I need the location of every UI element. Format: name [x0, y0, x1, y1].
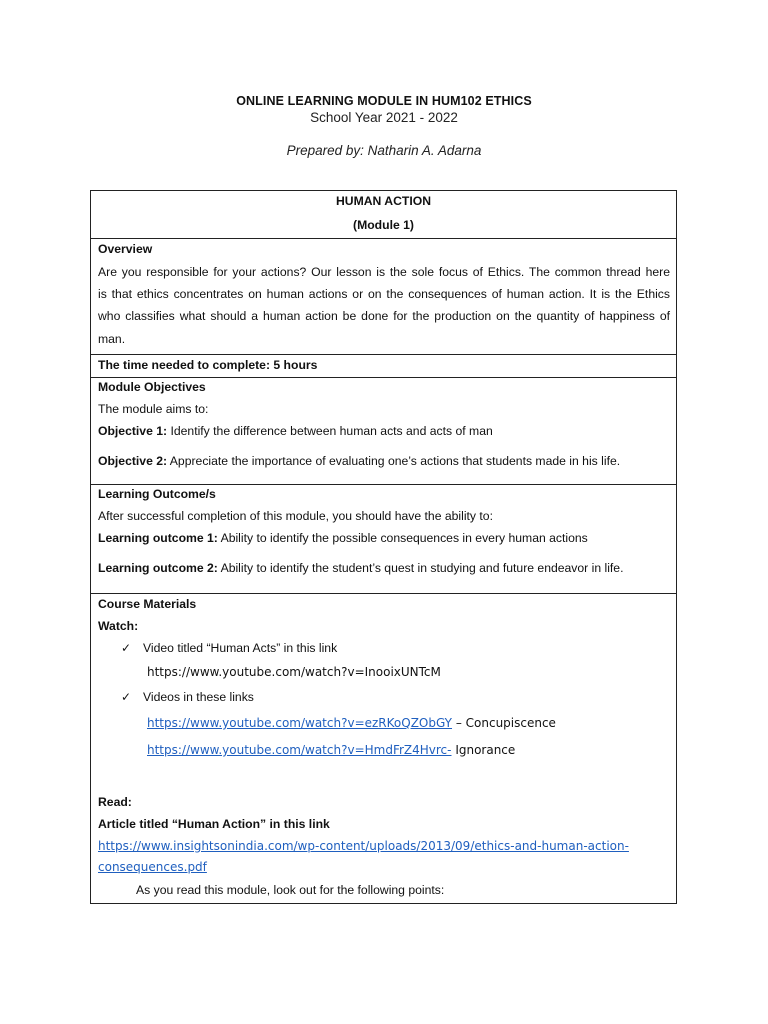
outcomes-cell — [91, 485, 676, 594]
time-needed-cell — [91, 355, 676, 378]
materials-cell — [91, 594, 676, 903]
time-needed: The time needed to complete: 5 hours — [98, 358, 318, 372]
materials-label: Course Materials — [98, 597, 197, 611]
watch-label: Watch: — [98, 619, 139, 633]
read-note: As you read this module, look out for the following points: — [136, 883, 445, 897]
objective-text: Appreciate the importance of evaluating one’s actions that students made in his life. — [167, 454, 621, 468]
outcomes-intro: After successful completion of this module, you should have the ability to: — [98, 509, 493, 523]
objectives-label: Module Objectives — [98, 380, 206, 394]
article-url-line2 — [98, 860, 207, 874]
document-title: ONLINE LEARNING MODULE IN HUM102 ETHICS — [236, 94, 532, 108]
objective-label: Objective 1: — [98, 424, 168, 438]
outcome-item — [98, 561, 623, 575]
checkmark-icon: ✓ — [121, 690, 132, 704]
video-link[interactable]: https://www.youtube.com/watch?v=HmdFrZ4Hvrc- — [147, 743, 452, 757]
video-link-row — [147, 743, 515, 757]
objective-item — [98, 454, 620, 468]
outcome-item — [98, 531, 588, 545]
school-year: School Year 2021 - 2022 — [310, 110, 458, 125]
video1-text: Video titled “Human Acts” in this link — [143, 641, 338, 655]
module-subheading: (Module 1) — [353, 218, 414, 232]
video-link-suffix: Ignorance — [451, 743, 516, 757]
module-table — [90, 190, 677, 904]
article-link[interactable]: consequences.pdf — [98, 860, 207, 874]
overview-cell — [91, 239, 676, 355]
video1-url[interactable]: https://www.youtube.com/watch?v=InooixUNTcM — [147, 665, 441, 679]
outcomes-label: Learning Outcome/s — [98, 487, 216, 501]
overview-line: who classifies what should a human action be done for the production on the quantity of happiness of — [98, 309, 670, 323]
outcome-text: Ability to identify the possible consequences in every human actions — [217, 531, 588, 545]
article-url-line1 — [98, 839, 629, 853]
module-heading: HUMAN ACTION — [335, 194, 431, 208]
overview-line: is that ethics concentrates on human actions or on the consequences of human action. It is the Ethics — [98, 287, 670, 301]
module-heading-cell — [91, 191, 676, 239]
prepared-by: Prepared by: Natharin A. Adarna — [286, 143, 482, 158]
video-link-suffix: – Concupiscence — [452, 716, 556, 730]
video-link-row — [147, 716, 556, 730]
video2-text: Videos in these links — [143, 690, 254, 704]
read-label: Read: — [98, 795, 132, 809]
objective-label: Objective 2: — [98, 454, 168, 468]
objective-item — [98, 424, 493, 438]
outcome-text: Ability to identify the student’s quest in studying and future endeavor in life. — [217, 561, 624, 575]
overview-line: man. — [98, 332, 126, 346]
video-link[interactable]: https://www.youtube.com/watch?v=ezRKoQZObGY — [147, 716, 453, 730]
checkmark-icon: ✓ — [121, 641, 132, 655]
outcome-label: Learning outcome 2: — [98, 561, 218, 575]
overview-label: Overview — [98, 242, 153, 256]
objective-text: Identify the difference between human acts and acts of man — [167, 424, 493, 438]
objectives-cell — [91, 378, 676, 485]
article-label: Article titled “Human Action” in this link — [98, 817, 330, 831]
overview-line: Are you responsible for your actions? Our lesson is the sole focus of Ethics. The common thread here — [98, 265, 670, 279]
outcome-label: Learning outcome 1: — [98, 531, 218, 545]
article-link[interactable]: https://www.insightsonindia.com/wp-content/uploads/2013/09/ethics-and-human-action- — [98, 839, 629, 853]
objectives-intro: The module aims to: — [98, 402, 209, 416]
